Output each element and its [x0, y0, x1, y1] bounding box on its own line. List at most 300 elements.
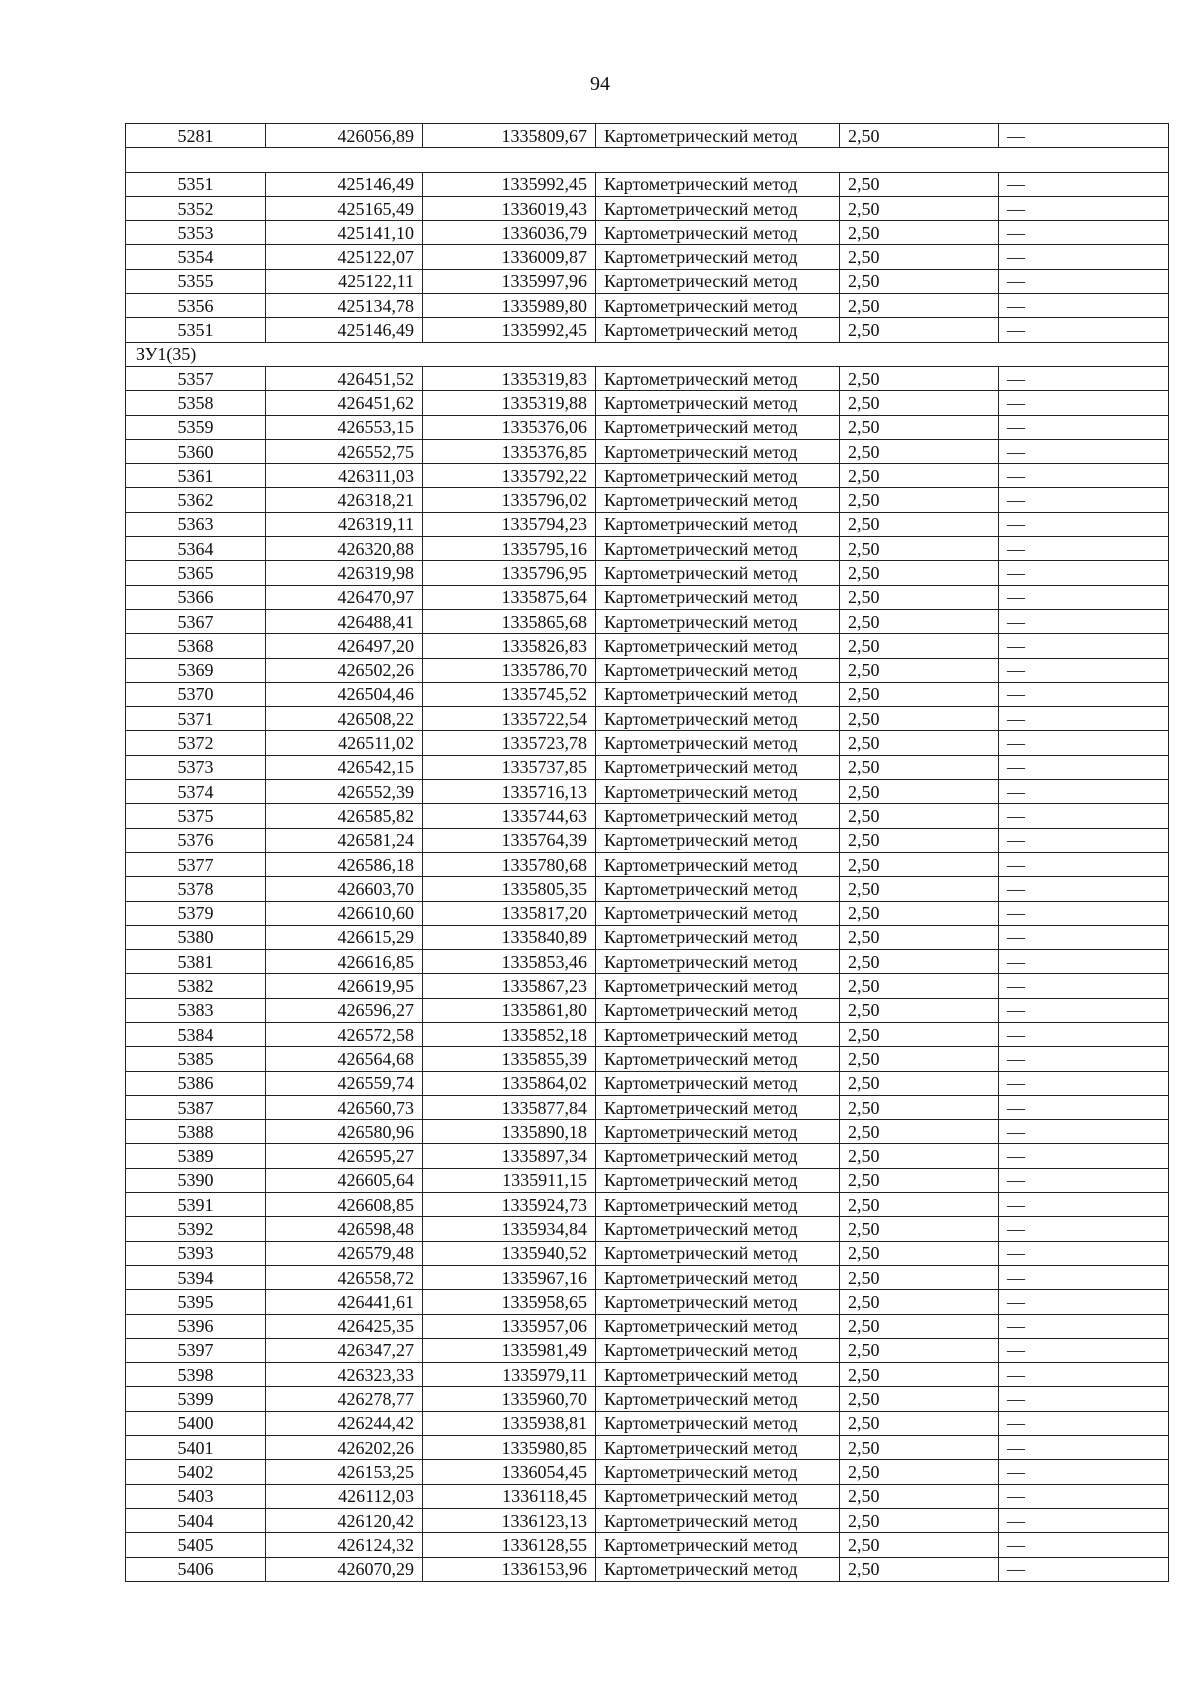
method-cell: Картометрический метод — [596, 1047, 840, 1071]
x-coordinate-cell: 426511,02 — [266, 731, 423, 755]
x-coordinate-cell: 426581,24 — [266, 828, 423, 852]
accuracy-cell: 2,50 — [840, 1387, 999, 1411]
accuracy-cell: 2,50 — [840, 998, 999, 1022]
description-cell: — — [999, 391, 1169, 415]
y-coordinate-cell: 1335796,95 — [423, 561, 596, 585]
accuracy-cell: 2,50 — [840, 439, 999, 463]
method-cell: Картометрический метод — [596, 124, 840, 148]
table-row — [126, 828, 1169, 852]
x-coordinate-cell: 426120,42 — [266, 1508, 423, 1532]
accuracy-cell: 2,50 — [840, 707, 999, 731]
y-coordinate-cell: 1335319,88 — [423, 391, 596, 415]
description-cell: — — [999, 1363, 1169, 1387]
method-cell: Картометрический метод — [596, 828, 840, 852]
table-row — [126, 366, 1169, 390]
x-coordinate-cell: 426056,89 — [266, 124, 423, 148]
page-number: 94 — [590, 73, 610, 95]
y-coordinate-cell: 1335826,83 — [423, 634, 596, 658]
accuracy-cell: 2,50 — [840, 1120, 999, 1144]
method-cell: Картометрический метод — [596, 804, 840, 828]
point-number-cell: 5374 — [126, 780, 266, 804]
description-cell: — — [999, 585, 1169, 609]
accuracy-cell: 2,50 — [840, 124, 999, 148]
point-number-cell: 5388 — [126, 1120, 266, 1144]
method-cell: Картометрический метод — [596, 780, 840, 804]
coordinates-table-body — [126, 124, 1169, 1582]
accuracy-cell: 2,50 — [840, 1436, 999, 1460]
y-coordinate-cell: 1335992,45 — [423, 172, 596, 196]
description-cell: — — [999, 731, 1169, 755]
accuracy-cell: 2,50 — [840, 585, 999, 609]
y-coordinate-cell: 1335875,64 — [423, 585, 596, 609]
accuracy-cell: 2,50 — [840, 1217, 999, 1241]
x-coordinate-cell: 426585,82 — [266, 804, 423, 828]
point-number-cell: 5396 — [126, 1314, 266, 1338]
accuracy-cell: 2,50 — [840, 1508, 999, 1532]
y-coordinate-cell: 1336118,45 — [423, 1484, 596, 1508]
point-number-cell: 5369 — [126, 658, 266, 682]
table-row — [126, 1363, 1169, 1387]
accuracy-cell: 2,50 — [840, 464, 999, 488]
description-cell: — — [999, 998, 1169, 1022]
table-row — [126, 464, 1169, 488]
table-row — [126, 561, 1169, 585]
x-coordinate-cell: 426319,11 — [266, 512, 423, 536]
table-row — [126, 415, 1169, 439]
point-number-cell: 5356 — [126, 294, 266, 318]
x-coordinate-cell: 426615,29 — [266, 925, 423, 949]
point-number-cell: 5404 — [126, 1508, 266, 1532]
x-coordinate-cell: 426580,96 — [266, 1120, 423, 1144]
y-coordinate-cell: 1335980,85 — [423, 1436, 596, 1460]
table-row — [126, 245, 1169, 269]
table-row — [126, 1508, 1169, 1532]
point-number-cell: 5354 — [126, 245, 266, 269]
description-cell: — — [999, 828, 1169, 852]
point-number-cell: 5358 — [126, 391, 266, 415]
table-row — [126, 974, 1169, 998]
description-cell: — — [999, 1338, 1169, 1362]
description-cell: — — [999, 439, 1169, 463]
accuracy-cell: 2,50 — [840, 804, 999, 828]
method-cell: Картометрический метод — [596, 1363, 840, 1387]
point-number-cell: 5372 — [126, 731, 266, 755]
description-cell: — — [999, 901, 1169, 925]
table-row — [126, 852, 1169, 876]
y-coordinate-cell: 1335960,70 — [423, 1387, 596, 1411]
table-row — [126, 585, 1169, 609]
description-cell: — — [999, 974, 1169, 998]
point-number-cell: 5397 — [126, 1338, 266, 1362]
method-cell: Картометрический метод — [596, 1120, 840, 1144]
x-coordinate-cell: 426608,85 — [266, 1193, 423, 1217]
accuracy-cell: 2,50 — [840, 658, 999, 682]
description-cell: — — [999, 925, 1169, 949]
accuracy-cell: 2,50 — [840, 1484, 999, 1508]
x-coordinate-cell: 426504,46 — [266, 682, 423, 706]
description-cell: — — [999, 1047, 1169, 1071]
method-cell: Картометрический метод — [596, 609, 840, 633]
description-cell: — — [999, 1533, 1169, 1557]
accuracy-cell: 2,50 — [840, 269, 999, 293]
description-cell: — — [999, 366, 1169, 390]
x-coordinate-cell: 426502,26 — [266, 658, 423, 682]
point-number-cell: 5379 — [126, 901, 266, 925]
method-cell: Картометрический метод — [596, 512, 840, 536]
description-cell: — — [999, 1314, 1169, 1338]
y-coordinate-cell: 1335376,06 — [423, 415, 596, 439]
y-coordinate-cell: 1335794,23 — [423, 512, 596, 536]
method-cell: Картометрический метод — [596, 1338, 840, 1362]
x-coordinate-cell: 425146,49 — [266, 172, 423, 196]
x-coordinate-cell: 426153,25 — [266, 1460, 423, 1484]
y-coordinate-cell: 1335792,22 — [423, 464, 596, 488]
method-cell: Картометрический метод — [596, 998, 840, 1022]
x-coordinate-cell: 426598,48 — [266, 1217, 423, 1241]
accuracy-cell: 2,50 — [840, 196, 999, 220]
point-number-cell: 5391 — [126, 1193, 266, 1217]
accuracy-cell: 2,50 — [840, 901, 999, 925]
x-coordinate-cell: 425141,10 — [266, 221, 423, 245]
accuracy-cell: 2,50 — [840, 755, 999, 779]
description-cell: — — [999, 512, 1169, 536]
y-coordinate-cell: 1335997,96 — [423, 269, 596, 293]
x-coordinate-cell: 425165,49 — [266, 196, 423, 220]
table-row — [126, 488, 1169, 512]
x-coordinate-cell: 426558,72 — [266, 1265, 423, 1289]
point-number-cell: 5353 — [126, 221, 266, 245]
accuracy-cell: 2,50 — [840, 1265, 999, 1289]
table-row — [126, 172, 1169, 196]
description-cell: — — [999, 294, 1169, 318]
description-cell: — — [999, 609, 1169, 633]
accuracy-cell: 2,50 — [840, 1363, 999, 1387]
y-coordinate-cell: 1335376,85 — [423, 439, 596, 463]
table-row — [126, 950, 1169, 974]
x-coordinate-cell: 426579,48 — [266, 1241, 423, 1265]
point-number-cell: 5386 — [126, 1071, 266, 1095]
description-cell: — — [999, 221, 1169, 245]
point-number-cell: 5361 — [126, 464, 266, 488]
table-row — [126, 439, 1169, 463]
point-number-cell: 5370 — [126, 682, 266, 706]
accuracy-cell: 2,50 — [840, 561, 999, 585]
point-number-cell: 5393 — [126, 1241, 266, 1265]
y-coordinate-cell: 1336054,45 — [423, 1460, 596, 1484]
description-cell: — — [999, 415, 1169, 439]
table-row — [126, 755, 1169, 779]
x-coordinate-cell: 426560,73 — [266, 1095, 423, 1119]
point-number-cell: 5362 — [126, 488, 266, 512]
point-number-cell: 5405 — [126, 1533, 266, 1557]
accuracy-cell: 2,50 — [840, 1241, 999, 1265]
method-cell: Картометрический метод — [596, 561, 840, 585]
accuracy-cell: 2,50 — [840, 1022, 999, 1046]
description-cell: — — [999, 1557, 1169, 1581]
table-row — [126, 196, 1169, 220]
accuracy-cell: 2,50 — [840, 512, 999, 536]
x-coordinate-cell: 426347,27 — [266, 1338, 423, 1362]
method-cell: Картометрический метод — [596, 269, 840, 293]
description-cell: — — [999, 1290, 1169, 1314]
x-coordinate-cell: 426508,22 — [266, 707, 423, 731]
table-row — [126, 1460, 1169, 1484]
point-number-cell: 5371 — [126, 707, 266, 731]
group-header-row — [126, 342, 1169, 366]
x-coordinate-cell: 426318,21 — [266, 488, 423, 512]
y-coordinate-cell: 1335979,11 — [423, 1363, 596, 1387]
empty-row — [126, 148, 1169, 172]
method-cell: Картометрический метод — [596, 318, 840, 342]
method-cell: Картометрический метод — [596, 488, 840, 512]
y-coordinate-cell: 1335780,68 — [423, 852, 596, 876]
method-cell: Картометрический метод — [596, 852, 840, 876]
x-coordinate-cell: 426497,20 — [266, 634, 423, 658]
y-coordinate-cell: 1335897,34 — [423, 1144, 596, 1168]
table-row — [126, 780, 1169, 804]
method-cell: Картометрический метод — [596, 1484, 840, 1508]
description-cell: — — [999, 245, 1169, 269]
method-cell: Картометрический метод — [596, 1241, 840, 1265]
description-cell: — — [999, 1168, 1169, 1192]
x-coordinate-cell: 426320,88 — [266, 537, 423, 561]
table-row — [126, 1120, 1169, 1144]
table-row — [126, 1387, 1169, 1411]
description-cell: — — [999, 1411, 1169, 1435]
table-row — [126, 682, 1169, 706]
x-coordinate-cell: 426610,60 — [266, 901, 423, 925]
y-coordinate-cell: 1336036,79 — [423, 221, 596, 245]
method-cell: Картометрический метод — [596, 1071, 840, 1095]
x-coordinate-cell: 426605,64 — [266, 1168, 423, 1192]
table-row — [126, 269, 1169, 293]
table-row — [126, 998, 1169, 1022]
point-number-cell: 5381 — [126, 950, 266, 974]
y-coordinate-cell: 1335716,13 — [423, 780, 596, 804]
description-cell: — — [999, 464, 1169, 488]
y-coordinate-cell: 1335745,52 — [423, 682, 596, 706]
method-cell: Картометрический метод — [596, 974, 840, 998]
point-number-cell: 5366 — [126, 585, 266, 609]
method-cell: Картометрический метод — [596, 731, 840, 755]
accuracy-cell: 2,50 — [840, 1290, 999, 1314]
y-coordinate-cell: 1336153,96 — [423, 1557, 596, 1581]
y-coordinate-cell: 1336009,87 — [423, 245, 596, 269]
method-cell: Картометрический метод — [596, 634, 840, 658]
x-coordinate-cell: 426311,03 — [266, 464, 423, 488]
accuracy-cell: 2,50 — [840, 828, 999, 852]
description-cell: — — [999, 561, 1169, 585]
y-coordinate-cell: 1335853,46 — [423, 950, 596, 974]
x-coordinate-cell: 426564,68 — [266, 1047, 423, 1071]
point-number-cell: 5365 — [126, 561, 266, 585]
method-cell: Картометрический метод — [596, 221, 840, 245]
method-cell: Картометрический метод — [596, 1193, 840, 1217]
y-coordinate-cell: 1335989,80 — [423, 294, 596, 318]
y-coordinate-cell: 1335764,39 — [423, 828, 596, 852]
point-number-cell: 5406 — [126, 1557, 266, 1581]
x-coordinate-cell: 426552,39 — [266, 780, 423, 804]
method-cell: Картометрический метод — [596, 464, 840, 488]
method-cell: Картометрический метод — [596, 1314, 840, 1338]
point-number-cell: 5395 — [126, 1290, 266, 1314]
y-coordinate-cell: 1335805,35 — [423, 877, 596, 901]
method-cell: Картометрический метод — [596, 1557, 840, 1581]
description-cell: — — [999, 1484, 1169, 1508]
method-cell: Картометрический метод — [596, 658, 840, 682]
y-coordinate-cell: 1335992,45 — [423, 318, 596, 342]
y-coordinate-cell: 1335911,15 — [423, 1168, 596, 1192]
table-row — [126, 1217, 1169, 1241]
accuracy-cell: 2,50 — [840, 1411, 999, 1435]
description-cell: — — [999, 1095, 1169, 1119]
x-coordinate-cell: 426112,03 — [266, 1484, 423, 1508]
table-row — [126, 1436, 1169, 1460]
description-cell: — — [999, 196, 1169, 220]
x-coordinate-cell: 426616,85 — [266, 950, 423, 974]
table-row — [126, 609, 1169, 633]
y-coordinate-cell: 1335938,81 — [423, 1411, 596, 1435]
description-cell: — — [999, 877, 1169, 901]
point-number-cell: 5352 — [126, 196, 266, 220]
method-cell: Картометрический метод — [596, 1168, 840, 1192]
accuracy-cell: 2,50 — [840, 731, 999, 755]
accuracy-cell: 2,50 — [840, 366, 999, 390]
point-number-cell: 5385 — [126, 1047, 266, 1071]
table-row — [126, 658, 1169, 682]
x-coordinate-cell: 426278,77 — [266, 1387, 423, 1411]
table-row — [126, 1338, 1169, 1362]
x-coordinate-cell: 426470,97 — [266, 585, 423, 609]
y-coordinate-cell: 1335981,49 — [423, 1338, 596, 1362]
description-cell: — — [999, 780, 1169, 804]
y-coordinate-cell: 1335737,85 — [423, 755, 596, 779]
method-cell: Картометрический метод — [596, 1217, 840, 1241]
accuracy-cell: 2,50 — [840, 1338, 999, 1362]
x-coordinate-cell: 426586,18 — [266, 852, 423, 876]
description-cell: — — [999, 1071, 1169, 1095]
method-cell: Картометрический метод — [596, 1508, 840, 1532]
table-row — [126, 1047, 1169, 1071]
description-cell: — — [999, 318, 1169, 342]
table-row — [126, 1241, 1169, 1265]
point-number-cell: 5368 — [126, 634, 266, 658]
table-row — [126, 221, 1169, 245]
description-cell: — — [999, 852, 1169, 876]
accuracy-cell: 2,50 — [840, 950, 999, 974]
method-cell: Картометрический метод — [596, 707, 840, 731]
x-coordinate-cell: 426488,41 — [266, 609, 423, 633]
table-row — [126, 1557, 1169, 1581]
x-coordinate-cell: 426603,70 — [266, 877, 423, 901]
method-cell: Картометрический метод — [596, 391, 840, 415]
accuracy-cell: 2,50 — [840, 780, 999, 804]
point-number-cell: 5394 — [126, 1265, 266, 1289]
method-cell: Картометрический метод — [596, 1095, 840, 1119]
accuracy-cell: 2,50 — [840, 634, 999, 658]
point-number-cell: 5355 — [126, 269, 266, 293]
y-coordinate-cell: 1335940,52 — [423, 1241, 596, 1265]
table-row — [126, 1144, 1169, 1168]
description-cell: — — [999, 172, 1169, 196]
method-cell: Картометрический метод — [596, 1022, 840, 1046]
method-cell: Картометрический метод — [596, 172, 840, 196]
description-cell: — — [999, 658, 1169, 682]
y-coordinate-cell: 1335786,70 — [423, 658, 596, 682]
coordinates-table — [125, 123, 1169, 1582]
description-cell: — — [999, 1387, 1169, 1411]
y-coordinate-cell: 1335855,39 — [423, 1047, 596, 1071]
x-coordinate-cell: 426595,27 — [266, 1144, 423, 1168]
y-coordinate-cell: 1335890,18 — [423, 1120, 596, 1144]
point-number-cell: 5281 — [126, 124, 266, 148]
point-number-cell: 5360 — [126, 439, 266, 463]
description-cell: — — [999, 950, 1169, 974]
point-number-cell: 5400 — [126, 1411, 266, 1435]
x-coordinate-cell: 426425,35 — [266, 1314, 423, 1338]
y-coordinate-cell: 1335723,78 — [423, 731, 596, 755]
description-cell: — — [999, 1241, 1169, 1265]
accuracy-cell: 2,50 — [840, 925, 999, 949]
x-coordinate-cell: 426553,15 — [266, 415, 423, 439]
point-number-cell: 5383 — [126, 998, 266, 1022]
accuracy-cell: 2,50 — [840, 1168, 999, 1192]
y-coordinate-cell: 1335958,65 — [423, 1290, 596, 1314]
accuracy-cell: 2,50 — [840, 488, 999, 512]
description-cell: — — [999, 124, 1169, 148]
point-number-cell: 5364 — [126, 537, 266, 561]
y-coordinate-cell: 1336019,43 — [423, 196, 596, 220]
y-coordinate-cell: 1335867,23 — [423, 974, 596, 998]
method-cell: Картометрический метод — [596, 1387, 840, 1411]
method-cell: Картометрический метод — [596, 439, 840, 463]
table-row — [126, 1071, 1169, 1095]
accuracy-cell: 2,50 — [840, 609, 999, 633]
description-cell: — — [999, 1193, 1169, 1217]
point-number-cell: 5351 — [126, 172, 266, 196]
point-number-cell: 5398 — [126, 1363, 266, 1387]
accuracy-cell: 2,50 — [840, 245, 999, 269]
x-coordinate-cell: 426596,27 — [266, 998, 423, 1022]
point-number-cell: 5380 — [126, 925, 266, 949]
y-coordinate-cell: 1335877,84 — [423, 1095, 596, 1119]
y-coordinate-cell: 1335722,54 — [423, 707, 596, 731]
x-coordinate-cell: 426552,75 — [266, 439, 423, 463]
description-cell: — — [999, 1144, 1169, 1168]
table-row — [126, 925, 1169, 949]
x-coordinate-cell: 426451,52 — [266, 366, 423, 390]
point-number-cell: 5382 — [126, 974, 266, 998]
description-cell: — — [999, 1022, 1169, 1046]
description-cell: — — [999, 1436, 1169, 1460]
y-coordinate-cell: 1335817,20 — [423, 901, 596, 925]
table-row — [126, 1095, 1169, 1119]
point-number-cell: 5392 — [126, 1217, 266, 1241]
table-row — [126, 1265, 1169, 1289]
x-coordinate-cell: 426451,62 — [266, 391, 423, 415]
y-coordinate-cell: 1335924,73 — [423, 1193, 596, 1217]
point-number-cell: 5399 — [126, 1387, 266, 1411]
description-cell: — — [999, 1460, 1169, 1484]
method-cell: Картометрический метод — [596, 925, 840, 949]
point-number-cell: 5373 — [126, 755, 266, 779]
y-coordinate-cell: 1335957,06 — [423, 1314, 596, 1338]
method-cell: Картометрический метод — [596, 901, 840, 925]
point-number-cell: 5402 — [126, 1460, 266, 1484]
method-cell: Картометрический метод — [596, 366, 840, 390]
point-number-cell: 5367 — [126, 609, 266, 633]
description-cell: — — [999, 755, 1169, 779]
